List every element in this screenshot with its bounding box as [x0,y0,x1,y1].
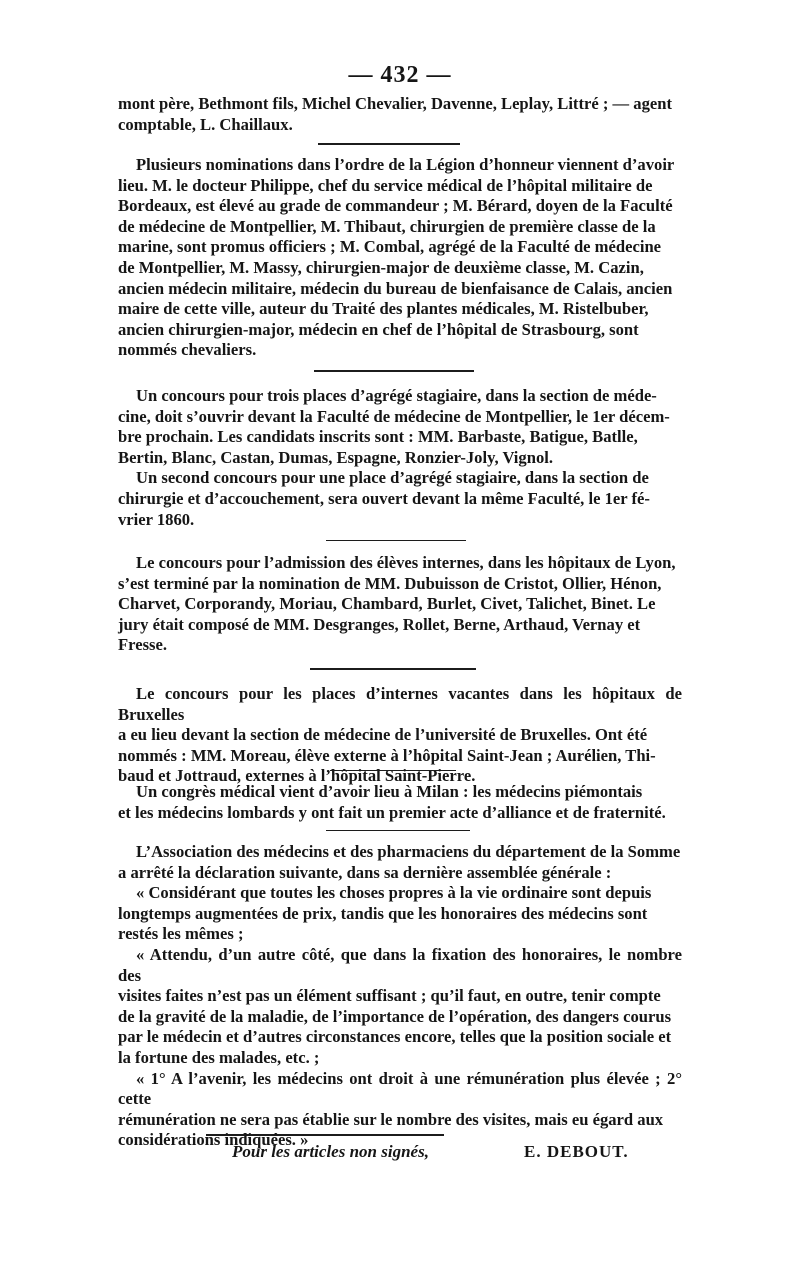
text-line: marine, sont promus officiers ; M. Combal, agrégé de la Faculté de médecine [118,237,662,257]
text-line: Un congrès médical vient d’avoir lieu à Milan : les médecins piémontais [136,782,643,801]
text-line: L’Association des médecins et des pharmaciens du département de la Somme [136,842,681,861]
text-line: et les médecins lombards y ont fait un premier acte d’alliance et de fraternité. [118,802,666,822]
text-line: considérations indiquées. » [118,1130,309,1150]
text-line: Bertin, Blanc, Castan, Dumas, Espagne, Ronzier-Joly, Vignol. [118,447,554,467]
text-line: Le concours pour l’admission des élèves internes, dans les hôpitaux de Lyon, [136,553,676,572]
text-line: longtemps augmentées de prix, tandis que les honoraires des médecins sont [118,903,648,923]
paragraph-legion-honneur [118,155,682,361]
footer-note: Pour les articles non signés, [232,1142,429,1161]
paragraph-association-somme [118,842,682,1151]
text-line: de Montpellier, M. Massy, chirurgien-major de deuxième classe, M. Cazin, [118,257,644,277]
text-line: mont père, Bethmont fils, Michel Chevalier, Davenne, Leplay, Littré ; — agent [118,94,672,113]
text-line: nommés chevaliers. [118,340,257,360]
text-line: la fortune des malades, etc. ; [118,1047,320,1067]
text-line: a arrêté la déclaration suivante, dans sa dernière assemblée générale : [118,862,612,882]
editor-signature: E. DEBOUT. [524,1142,629,1161]
text-line: de la gravité de la maladie, de l’importance de l’opération, des dangers courus [118,1006,672,1026]
paragraph-internes-bruxelles [118,684,682,787]
text-line: ancien chirurgien-major, médecin en chef de l’hôpital de Strasbourg, sont [118,319,639,339]
separator-rule [314,370,474,372]
separator-rule [318,143,460,145]
page-number: — 432 — [348,62,452,88]
text-line: a eu lieu devant la section de médecine de l’université de Bruxelles. Ont été [118,725,648,745]
text-line: bre prochain. Les candidats inscrits sont : MM. Barbaste, Batigue, Batlle, [118,427,638,447]
text-line: cine, doit s’ouvrir devant la Faculté de médecine de Montpellier, le 1er décem- [118,406,670,426]
footer-rule [206,1134,444,1136]
text-line: par le médecin et d’autres circonstances encore, telles que la position sociale et [118,1027,672,1047]
separator-rule [310,668,476,670]
text-line: ancien médecin militaire, médecin du bureau de bienfaisance de Calais, ancien [118,278,673,298]
text-line: visites faites n’est pas un élément suffisant ; qu’il faut, en outre, tenir compte [118,986,661,1006]
paragraph-internes-lyon [118,553,682,656]
text-line: Le concours pour les places d’internes vacantes dans les hôpitaux de Bruxelles [118,684,682,724]
text-line: s’est terminé par la nomination de MM. Dubuisson de Cristot, Ollier, Hénon, [118,573,662,593]
text-line: de médecine de Montpellier, M. Thibaut, chirurgien de première classe de la [118,216,656,236]
text-line: lieu. M. le docteur Philippe, chef du service médical de l’hôpital militaire de [118,175,653,195]
text-line: comptable, L. Chaillaux. [118,114,293,134]
separator-rule [326,830,470,831]
paragraph-appointments-end [118,94,682,135]
paragraph-concours-montpellier [118,386,682,530]
text-line: « Attendu, d’un autre côté, que dans la fixation des honoraires, le nombre des [118,944,682,985]
text-line: « Considérant que toutes les choses propres à la vie ordinaire sont depuis [136,883,652,903]
text-line: baud et Jottraud, externes à l’hôpital Saint-Pierre. [118,766,476,786]
text-line: « 1° A l’avenir, les médecins ont droit à une rémunération plus élevée ; 2° cette [118,1068,682,1109]
footer [0,1142,800,1166]
text-line: chirurgie et d’accouchement, sera ouvert devant la même Faculté, le 1er fé- [118,488,650,508]
paragraph-congres-milan [118,782,682,823]
separator-rule [330,770,456,771]
text-line: maire de cette ville, auteur du Traité des plantes médicales, M. Ristelbuber, [118,299,649,319]
text-line: Bordeaux, est élevé au grade de commandeur ; M. Bérard, doyen de la Faculté [118,196,673,216]
text-line: vrier 1860. [118,509,195,529]
text-line: rémunération ne sera pas établie sur le nombre des visites, mais eu égard aux [118,1109,664,1129]
text-line: Charvet, Corporandy, Moriau, Chambard, Burlet, Civet, Talichet, Binet. Le [118,594,656,614]
text-line: Plusieurs nominations dans l’ordre de la Légion d’honneur viennent d’avoir [136,155,675,174]
text-line: Un second concours pour une place d’agrégé stagiaire, dans la section de [136,468,649,488]
text-line: restés les mêmes ; [118,924,244,944]
text-line: Un concours pour trois places d’agrégé stagiaire, dans la section de méde- [136,386,657,405]
text-line: Fresse. [118,635,167,655]
text-line: jury était composé de MM. Desgranges, Rollet, Berne, Arthaud, Vernay et [118,614,641,634]
text-line: nommés : MM. Moreau, élève externe à l’hôpital Saint-Jean ; Aurélien, Thi- [118,745,656,765]
separator-rule [326,540,466,541]
